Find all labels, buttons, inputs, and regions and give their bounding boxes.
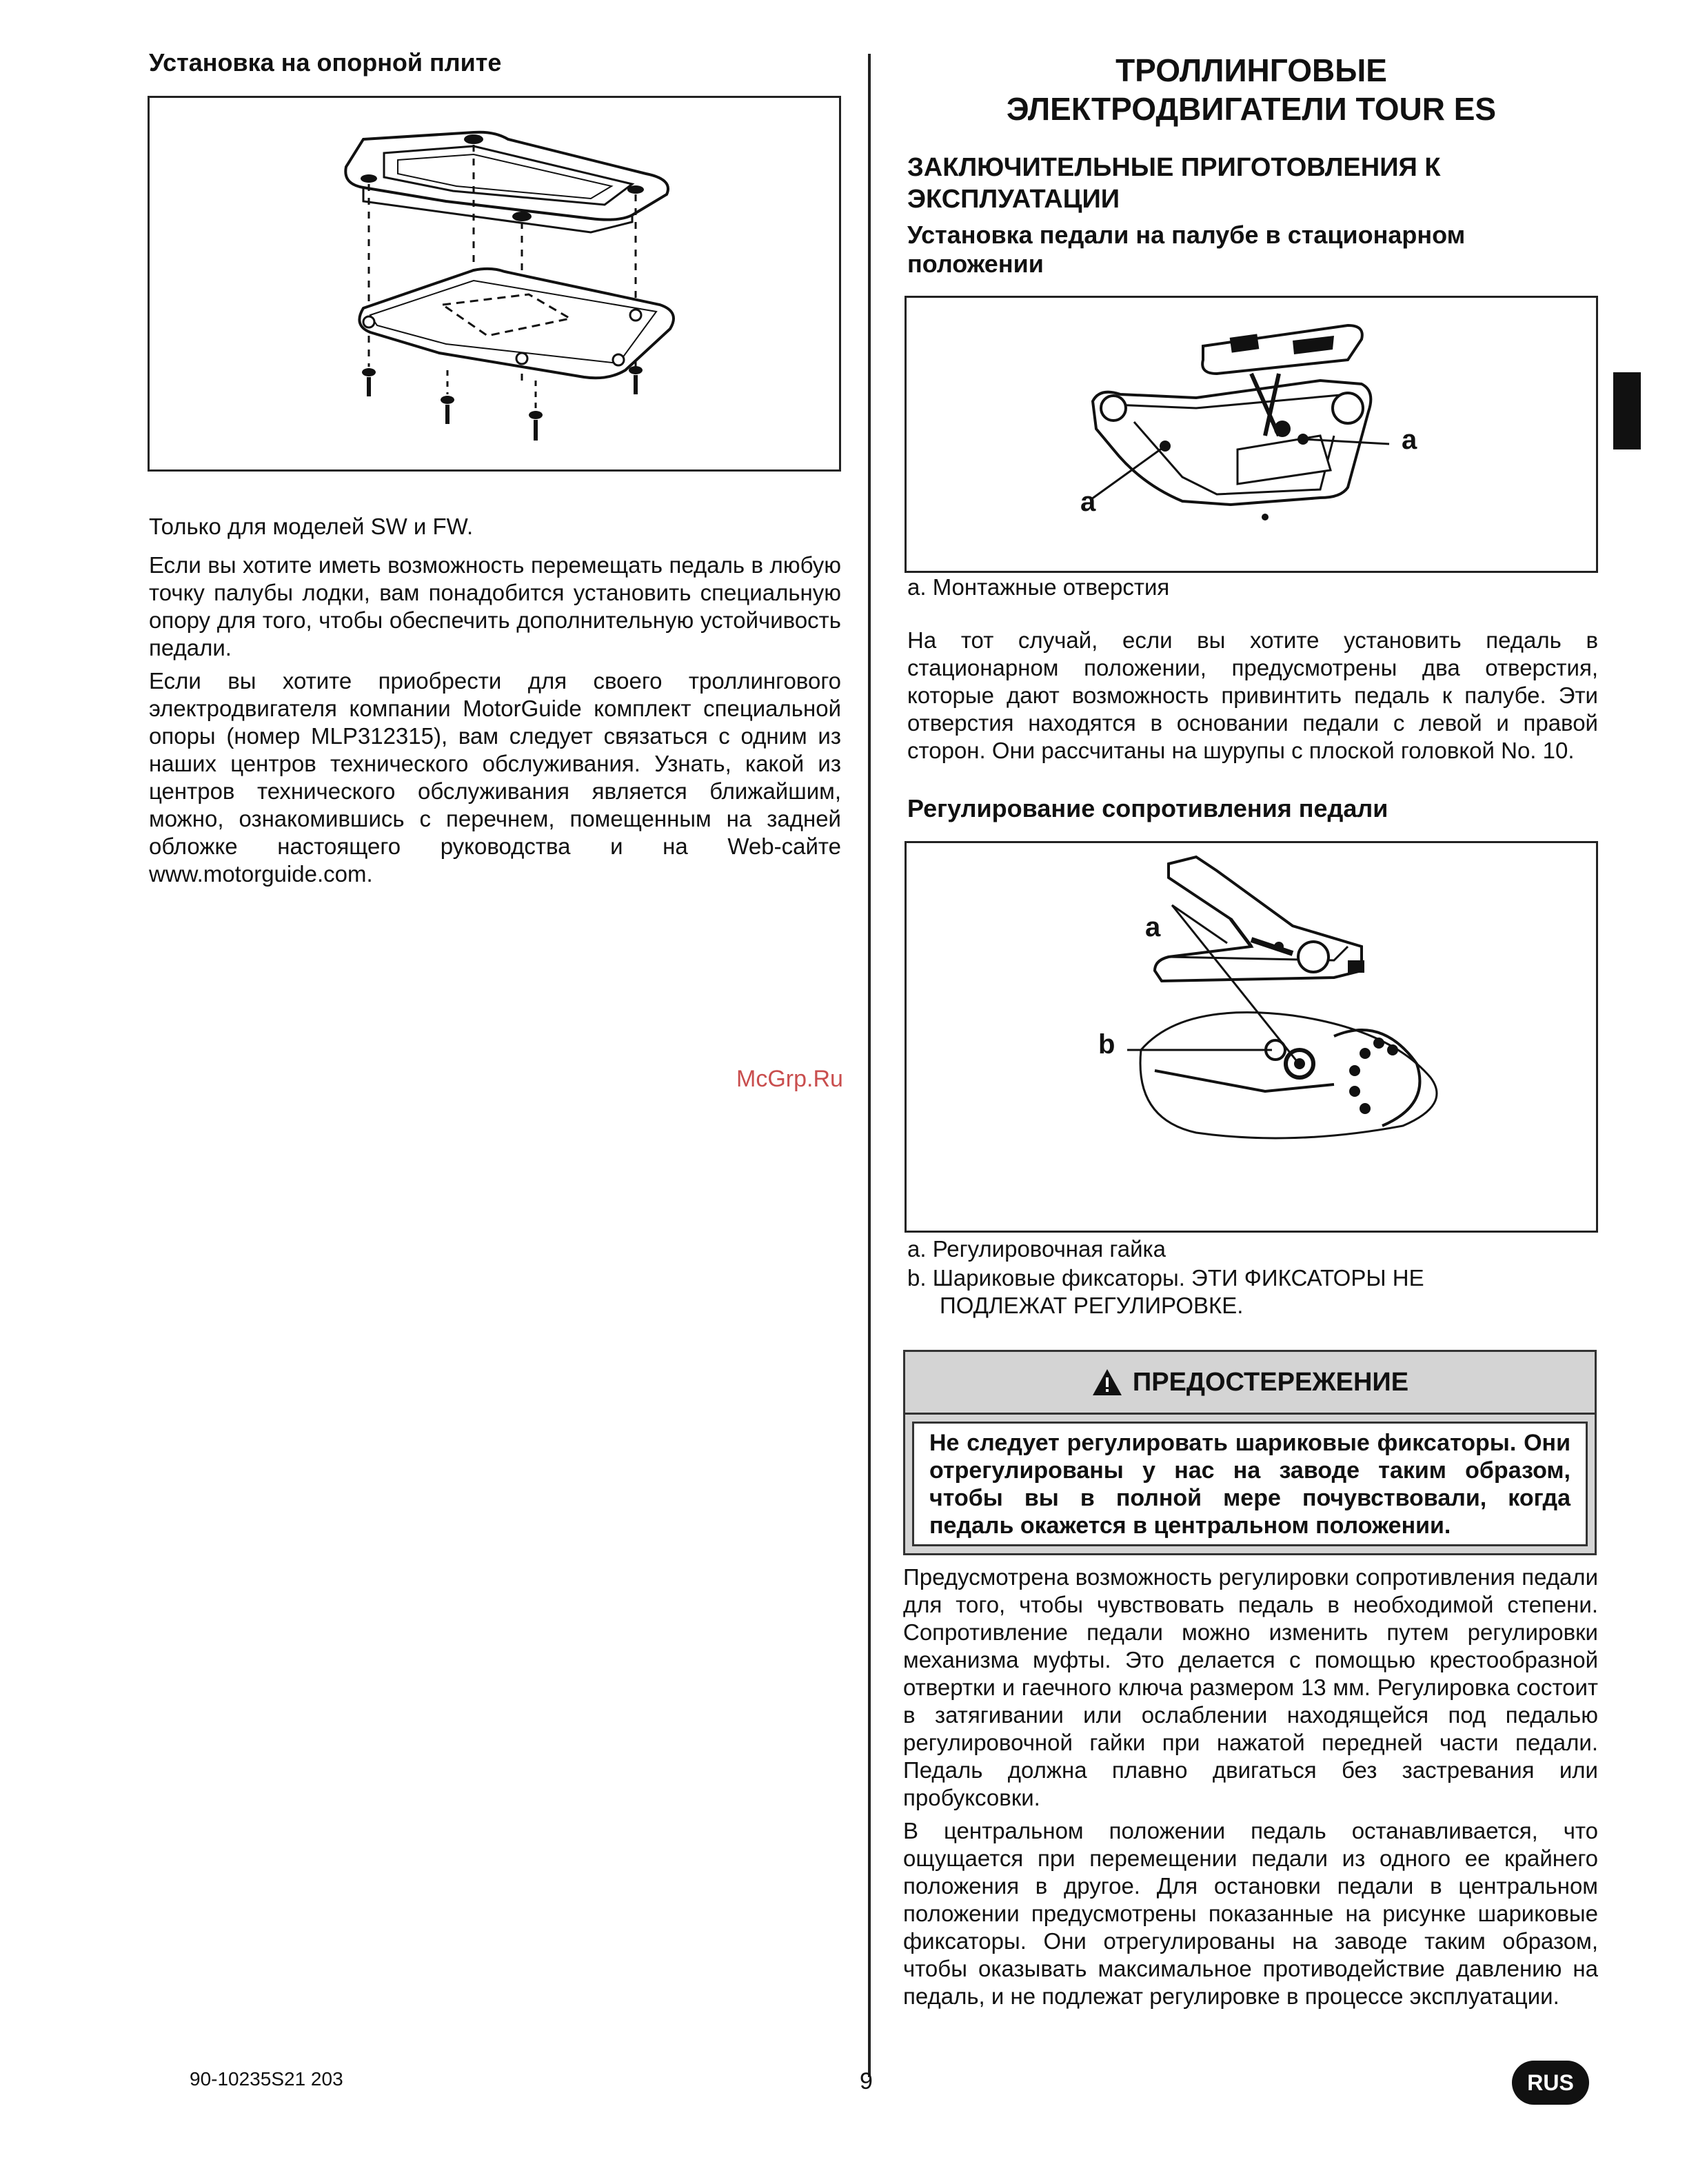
subheading-pedal-resistance: Регулирование сопротивления педали (907, 794, 1388, 822)
label-a-right: a (1402, 425, 1417, 455)
page-number: 9 (860, 2068, 873, 2094)
main-title (889, 51, 1613, 128)
column-divider (868, 54, 871, 2077)
figure-pedal-resistance (905, 841, 1598, 1233)
figure1-caption: a. Монтажные отверстия (907, 574, 1170, 600)
doc-number: 90-10235S21 203 (190, 2068, 343, 2090)
warning-body (903, 1415, 1597, 1555)
left-heading: Установка на опорной плите (149, 48, 502, 77)
language-badge: RUS (1512, 2061, 1589, 2105)
warning-text: Не следует регулировать шариковые фиксаторы. Они отрегулированы у нас на заводе таким образом, чтобы вы в полной мере почувствовали, когда педаль окажется в центральном положении. (912, 1422, 1588, 1546)
main-title-line-1: ТРОЛЛИНГОВЫЕ (1115, 52, 1387, 88)
label-a: a (1145, 912, 1161, 942)
watermark: McGrp.Ru (736, 1066, 843, 1092)
figure-deck-mount (905, 296, 1598, 573)
figure2-caption-a: a. Регулировочная гайка (907, 1236, 1166, 1262)
label-b: b (1098, 1029, 1115, 1060)
right-paragraph-3: В центральном положении педаль останавливается, что ощущается при перемещении педали из одного ее крайнего положения в другое. Для остановки педали в центральном положении предусмотрены показанные на рисунке шариковые фиксаторы. Они отрегулированы на заводе таким образом, чтобы оказывать максимальное противодействие давлению на педаль, и не подлежат регулировке в процессе эксплуатации. (903, 1818, 1598, 2009)
models-note: Только для моделей SW и FW. (149, 514, 474, 539)
warning-triangle-icon (1091, 1368, 1123, 1397)
right-paragraph-2: Предусмотрена возможность регулировки сопротивления педали для того, чтобы чувствовать педаль в необходимой степени. Сопротивление педали можно изменить путем регулировки механизма муфты. Это делается с помощью крестообразной отвертки и гаечного ключа размером 13 мм. Регулировка состоит в затягивании или ослаблении находящейся под педалью регулировочной гайки при нажатой передней части педали. Педаль должна плавно двигаться без застревания или пробуксовки. (903, 1564, 1598, 1810)
figure2-caption-b: b. Шариковые фиксаторы. ЭТИ ФИКСАТОРЫ НЕ (907, 1265, 1424, 1291)
right-paragraph-1: На тот случай, если вы хотите установить педаль в стационарном положении, предусмотрены два отверстия, которые дают возможность привинтить педаль к палубе. Эти отверстия находятся в основании педали с левой и правой сторон. Они рассчитаны на шурупы с плоской головкой No. 10. (907, 627, 1598, 763)
subheading-deck-mount: Установка педали на палубе в стационарном положении (907, 221, 1466, 278)
label-a-left: a (1080, 487, 1096, 517)
section-title: ЗАКЛЮЧИТЕЛЬНЫЕ ПРИГОТОВЛЕНИЯ К ЭКСПЛУАТАЦИИ (907, 153, 1441, 214)
pedal-mount-holes-illustration (907, 298, 1596, 571)
figure2-caption-b-line2: ПОДЛЕЖАТ РЕГУЛИРОВКЕ. (940, 1293, 1244, 1318)
warning-title: ПРЕДОСТЕРЕЖЕНИЕ (1132, 1367, 1409, 1397)
main-title-line-2: ЭЛЕКТРОДВИГАТЕЛИ TOUR ES (1006, 91, 1497, 127)
left-paragraph-1: Если вы хотите иметь возможность перемещать педаль в любую точку палубы лодки, вам понадобится установить специальную опору для того, чтобы обеспечить дополнительную устойчивость педали. (149, 552, 841, 660)
section-tab-marker (1613, 372, 1641, 449)
base-plate-illustration (150, 98, 839, 469)
left-paragraph-2: Если вы хотите приобрести для своего троллингового электродвигателя компании MotorGuide комплект специальной опоры (номер MLP312315), вам следует связаться с одним из наших центров технического обслуживания. Узнать, какой из центров технического обслуживания является ближайшим, можно, ознакомившись с перечнем, помещенным на задней обложке настоящего руководства и на Web-сайте www.motorguide.com. (149, 668, 841, 887)
pedal-adjustment-illustration (907, 843, 1596, 1231)
figure-base-plate (148, 96, 841, 472)
warning-header (903, 1350, 1597, 1415)
